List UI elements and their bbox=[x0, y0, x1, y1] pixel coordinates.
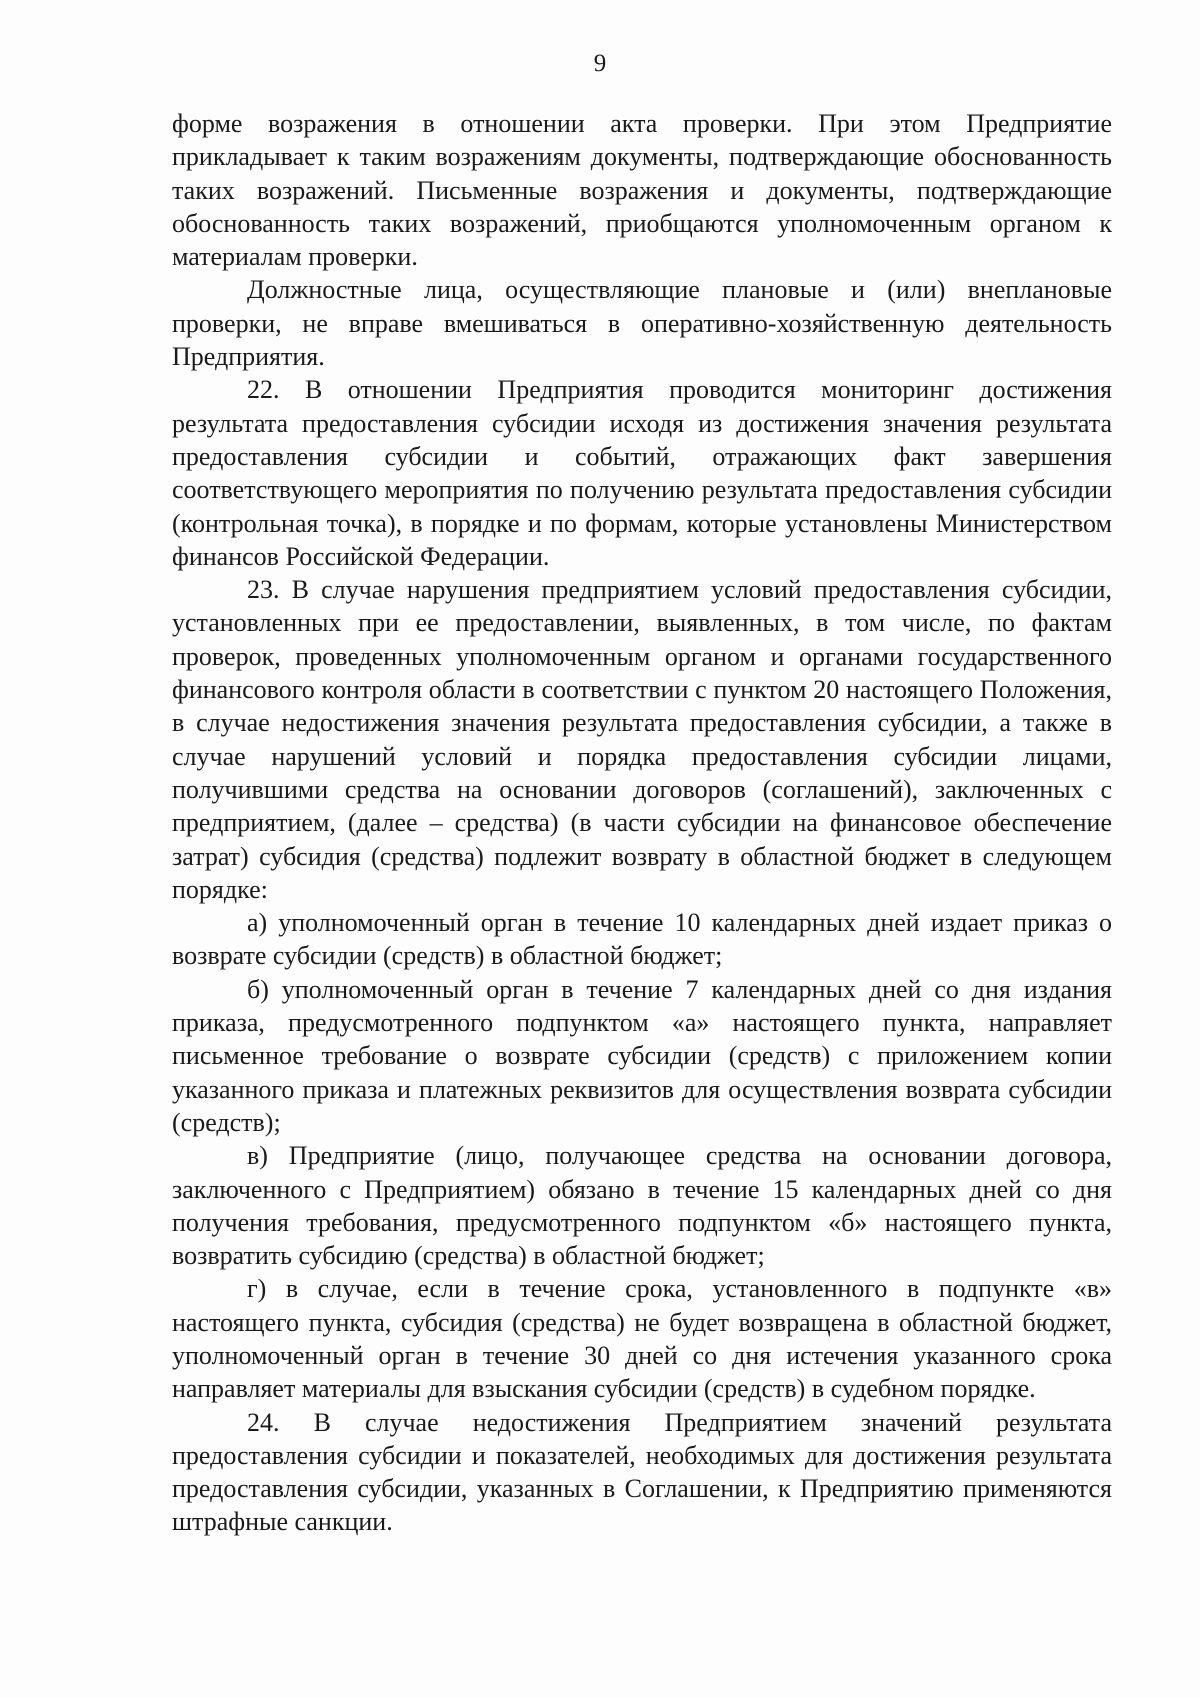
subparagraph-b: б) уполномоченный орган в течение 7 календарных дней со дня издания приказа, предусмотренного подпунктом «а» настоящего пункта, направляет письменное требование о возврате субсидии (средств) с приложением копии указанного приказа и платежных реквизитов для осуществления возврата субсидии (средств); bbox=[172, 974, 1112, 1137]
paragraph-22-monitoring: 22. В отношении Предприятия проводится мониторинг достижения результата предоставления субсидии исходя из достижения значения результата предоставления субсидии и событий, отражающих факт завершения соответствующего мероприятия по получению результата предоставления субсидии (контрольная точка), в порядке и по формам, которые установлены Министерством финансов Российской Федерации. bbox=[172, 375, 1112, 571]
paragraph-24-penalties: 24. В случае недостижения Предприятием значений результата предоставления субсидии и показателей, необходимых для достижения результата предоставления субсидии, указанных в Соглашении, к Предприятию применяются штрафные санкции. bbox=[172, 1407, 1112, 1537]
subparagraph-g: г) в случае, если в течение срока, установленного в подпункте «в» настоящего пункта, субсидия (средства) не будет возвращена в областной бюджет, уполномоченный орган в течение 30 дней со дня истечения указанного срока направляет материалы для взыскания субсидии (средств) в судебном порядке. bbox=[172, 1274, 1112, 1404]
subparagraph-v: в) Предприятие (лицо, получающее средства на основании договора, заключенного с Предприятием) обязано в течение 15 календарных дней со дня получения требования, предусмотренного подпунктом «б» настоящего пункта, возвратить субсидию (средства) в областной бюджет; bbox=[172, 1141, 1112, 1271]
paragraph-objections: форме возражения в отношении акта проверки. При этом Предприятие прикладывает к таким возражениям документы, подтверждающие обоснованность таких возражений. Письменные возражения и документы, подтверждающие обоснованность таких возражений, приобщаются уполномоченным органом к материалам проверки. bbox=[172, 109, 1112, 272]
page-number: 9 bbox=[593, 50, 607, 77]
paragraph-officials: Должностные лица, осуществляющие плановые и (или) внеплановые проверки, не вправе вмешиваться в оперативно-хозяйственную деятельность Предприятия. bbox=[172, 275, 1112, 372]
paragraph-23-refund: 23. В случае нарушения предприятием условий предоставления субсидии, установленных при ее предоставлении, выявленных, в том числе, по фактам проверок, проведенных уполномоченным органом и органами государственного финансового контроля области в соответствии с пунктом 20 настоящего Положения, в случае недостижения значения результата предоставления субсидии, а также в случае нарушений условий и порядка предоставления субсидии лицами, получившими средства на основании договоров (соглашений), заключенных с предприятием, (далее – средства) (в части субсидии на финансовое обеспечение затрат) субсидия (средства) подлежит возврату в областной бюджет в следующем порядке: bbox=[172, 575, 1112, 904]
subparagraph-a: а) уполномоченный орган в течение 10 календарных дней издает приказ о возврате субсидии (средств) в областной бюджет; bbox=[172, 908, 1112, 971]
document-body bbox=[172, 107, 1112, 1539]
